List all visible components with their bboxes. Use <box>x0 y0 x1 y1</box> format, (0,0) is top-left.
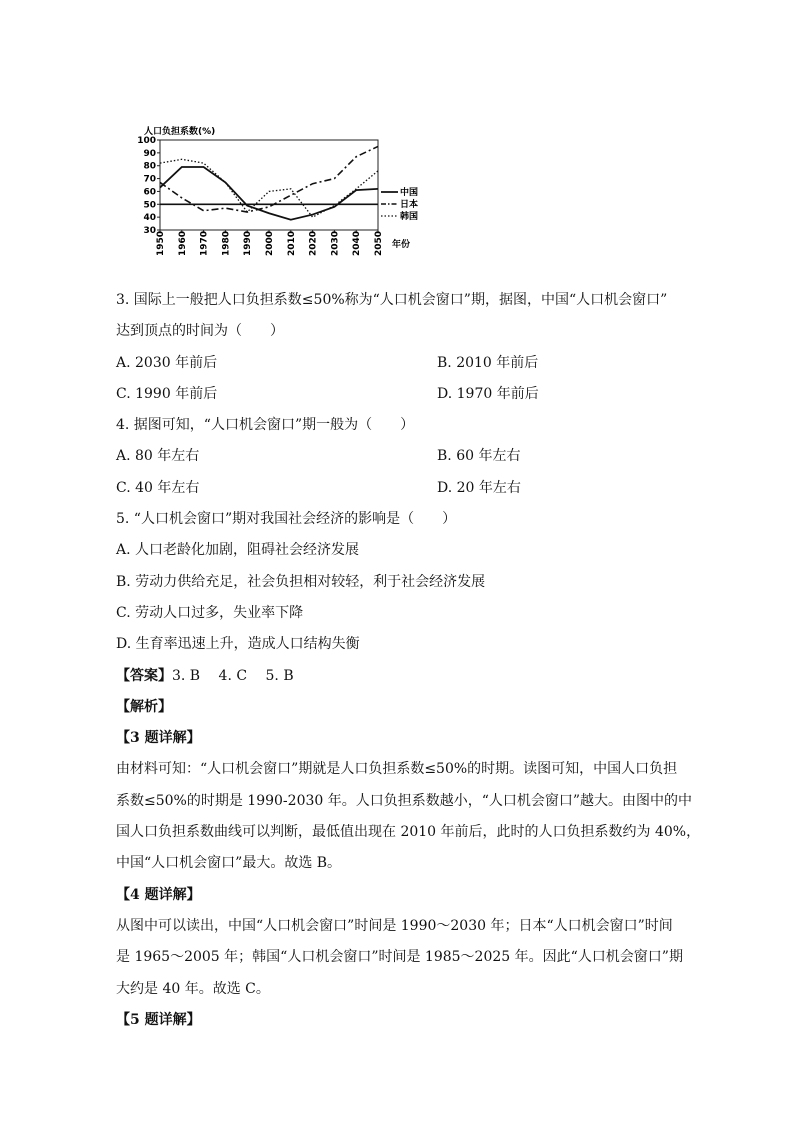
q5-stem: 5. “人口机会窗口”期对我国社会经济的影响是（ ） <box>116 511 457 528</box>
answer-label: 【答案】 <box>116 667 172 684</box>
x-tick-label: 2030 <box>330 230 341 256</box>
legend-label-2: 日本 <box>400 200 419 210</box>
y-tick-label: 90 <box>143 148 156 159</box>
x-tick-label: 2050 <box>374 230 384 256</box>
q3-stem-line1: 3. 国际上一般把人口负担系数≤50%称为“人口机会窗口”期，据图，中国“人口机会窗口” <box>116 292 668 308</box>
q3-options-row2 <box>116 379 696 410</box>
y-tick-label: 40 <box>143 213 156 224</box>
y-tick-label: 60 <box>143 187 156 198</box>
q3-detail-line2: 系数≤50%的时期是 1990-2030 年。人口负担系数越小，“人口机会窗口”越大。由图中的中 <box>116 792 693 809</box>
q3-stem-line2: 达到顶点的时间为（ ） <box>116 323 284 340</box>
x-tick-label: 2040 <box>352 230 363 256</box>
analysis-label: 【解析】 <box>116 698 172 715</box>
q4-detail-line1: 从图中可以读出，中国“人口机会窗口”时间是 1990～2030 年；日本“人口机会窗口”时间 <box>116 917 673 934</box>
q3-detail-line4: 中国“人口机会窗口”最大。故选 B。 <box>116 855 342 872</box>
x-tick-label: 2000 <box>265 230 275 256</box>
y-tick-label: 30 <box>143 226 156 236</box>
q4-detail-line3: 大约是 40 年。故选 C。 <box>116 980 270 997</box>
q5-option-b: B. 劳动力供给充足，社会负担相对较轻，利于社会经济发展 <box>116 573 486 590</box>
x-tick-label: 1960 <box>177 230 188 256</box>
x-axis-label: 年份 <box>392 240 411 250</box>
y-tick-label: 70 <box>143 174 156 185</box>
q3-options-row1 <box>116 348 696 379</box>
legend-label-1: 中国 <box>400 188 419 198</box>
q4-detail-label: 【4 题详解】 <box>116 886 201 903</box>
q3-option-d: D. 1970 年前后 <box>437 385 539 402</box>
dependency-ratio-chart <box>130 118 430 278</box>
legend-label-3: 韩国 <box>400 212 419 222</box>
plot-frame <box>160 140 378 230</box>
q3-option-a: A. 2030 年前后 <box>116 354 218 371</box>
x-tick-label: 2020 <box>308 230 319 256</box>
q4-options-row2 <box>116 473 696 504</box>
q4-option-d: D. 20 年左右 <box>437 479 521 496</box>
q4-options-row1 <box>116 441 696 472</box>
q4-option-a: A. 80 年左右 <box>116 448 200 465</box>
x-tick-label: 1990 <box>243 230 254 256</box>
series-line-2 <box>160 146 378 212</box>
q3-option-c: C. 1990 年前后 <box>116 385 218 402</box>
y-tick-label: 100 <box>137 136 156 146</box>
q4-option-b: B. 60 年左右 <box>437 448 521 465</box>
q5-option-d: D. 生育率迅速上升，造成人口结构失衡 <box>116 636 360 653</box>
q4-detail-line2: 是 1965～2005 年；韩国“人口机会窗口”时间是 1985～2025 年。因此“人口机会窗口”期 <box>116 949 683 966</box>
q3-detail-label: 【3 题详解】 <box>116 730 201 747</box>
answer-text: 3. B 4. C 5. B <box>172 667 294 684</box>
series-line-1 <box>160 167 378 220</box>
x-tick-label: 1950 <box>156 230 166 256</box>
x-tick-label: 1980 <box>221 230 232 256</box>
question-content <box>116 285 701 1036</box>
x-tick-label: 1970 <box>199 230 210 256</box>
q4-option-c: C. 40 年左右 <box>116 479 200 496</box>
x-tick-label: 2010 <box>286 230 297 256</box>
q5-option-c: C. 劳动人口过多，失业率下降 <box>116 604 304 621</box>
answer-line <box>116 661 696 692</box>
y-axis-label: 人口负担系数(%) <box>144 127 216 137</box>
y-tick-label: 50 <box>143 200 156 211</box>
y-tick-label: 80 <box>143 161 156 172</box>
q3-detail-line3: 国人口负担系数曲线可以判断，最低值出现在 2010 年前后，此时的人口负担系数约为 40%， <box>116 824 701 841</box>
q3-detail-line1: 由材料可知：“人口机会窗口”期就是人口负担系数≤50%的时期。读图可知，中国人口负担 <box>116 761 678 778</box>
q5-option-a: A. 人口老龄化加剧，阻碍社会经济发展 <box>116 542 360 559</box>
chart-svg <box>130 118 430 278</box>
q3-option-b: B. 2010 年前后 <box>437 354 539 371</box>
q4-stem: 4. 据图可知，“人口机会窗口”期一般为（ ） <box>116 417 415 434</box>
q5-detail-label: 【5 题详解】 <box>116 1011 201 1028</box>
